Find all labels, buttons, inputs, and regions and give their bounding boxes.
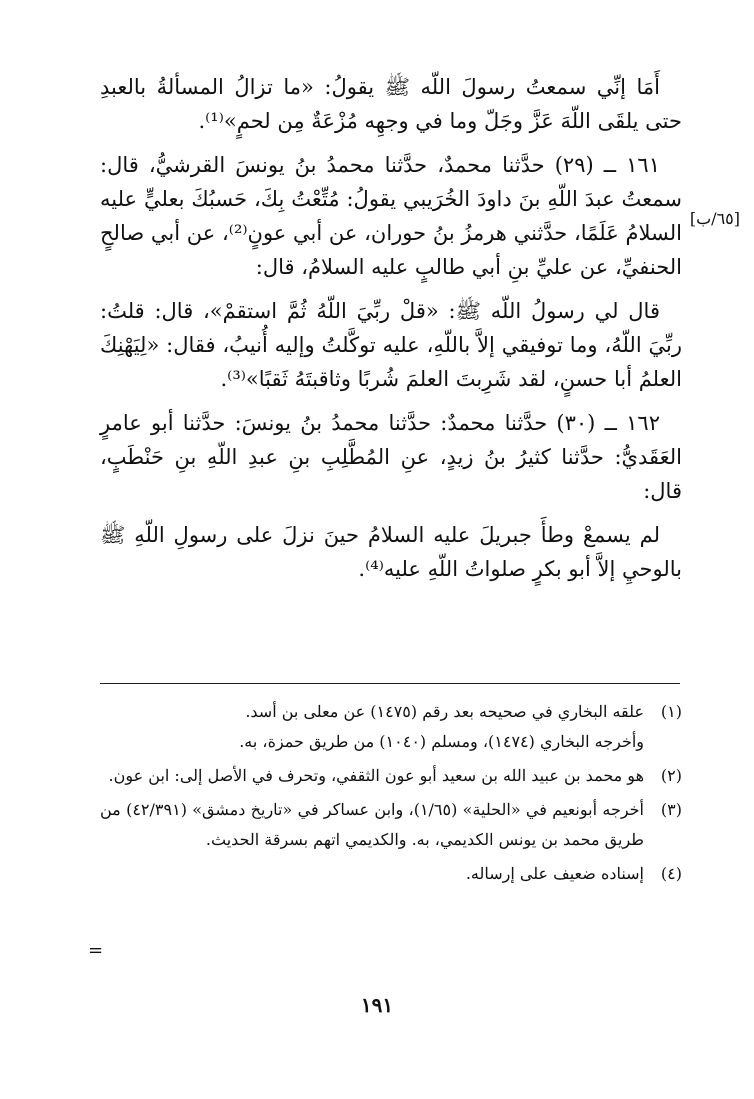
footnote-text: علقه البخاري في صحيحه بعد رقم (١٤٧٥) عن معلى بن أسد.: [245, 702, 644, 721]
footnote-text: أخرجه أبونعيم في «الحلية» (١/٦٥)، وابن عساكر في «تاريخ دمشق» (٤٢/٣٩١) من طريق محمد بن يونس الكديمي، به. والكديمي اتهم بسرقة الحديث.: [100, 800, 645, 849]
paragraph-hadith-161-isnad: ١٦١ ــ (٢٩) حدَّثنا محمدٌ، حدَّثنا محمدُ بنُ يونسَ القرشيُّ، قال: سمعتُ عبدَ اللّهِ بنَ داودَ الخُرَيبي يقولُ: مُتِّعْتُ بِكَ، حَسبُكَ بعليٍّ عليه السلامُ عَلَمًا، حدَّثني هرمزُ بنُ حوران، عن أبي عونٍ⁽²⁾، عن أبي صالحٍ الحنفيِّ، عن عليِّ بنِ أبي طالبٍ عليه السلامُ، قال:: [100, 153, 682, 279]
footnote-3: [100, 795, 682, 855]
manuscript-folio-marker: [٦٥/ب]: [689, 209, 740, 228]
paragraph-hadith-162-isnad: ١٦٢ ــ (٣٠) حدَّثنا محمدٌ: حدَّثنا محمدُ بنُ يونسَ: حدَّثنا أبو عامرٍ العَقَديُّ: حدَّثنا كثيرُ بنُ زيدٍ، عنِ المُطَّلِبِ بنِ عبدِ اللّهِ بنِ حَنْطَبٍ، قال:: [100, 411, 682, 503]
footnote-text: إسناده ضعيف على إرساله.: [465, 864, 644, 883]
main-text: [100, 70, 682, 596]
footnotes: [100, 697, 682, 893]
footnote-number: (١): [660, 702, 682, 721]
page-number: ١٩١: [360, 993, 394, 1017]
footnote-text: هو محمد بن عبيد الله بن سعيد أبو عون الثقفي، وتحرف في الأصل إلى: ابن عون.: [108, 766, 644, 785]
footnote-text: وأخرجه البخاري (١٤٧٤)، ومسلم (١٠٤٠) من طريق حمزة، به.: [239, 732, 644, 751]
footnote-1: [100, 697, 682, 757]
footnote-2: [100, 761, 682, 791]
paragraph-hadith-162-matn: لم يسمعْ وطأَ جبريلَ عليه السلامُ حينَ نزلَ على رسولِ اللّهِ ﷺ بالوحيِ إلاَّ أبو بكرٍ صلواتُ اللّهِ عليه⁽⁴⁾.: [100, 523, 682, 581]
footnote-number: (٣): [660, 800, 682, 819]
paragraph-hadith-161-matn: قال لي رسولُ اللّه ﷺ: «قلْ ربِّيَ اللّهُ ثُمَّ استقمْ»، قال: قلتُ: ربِّيَ اللّهُ، وما توفيقي إلاَّ باللّهِ، عليه توكَّلتُ وإليه أُنيبُ، فقال: «لِيَهْنِكَ العلمُ أبا حسنٍ، لقد شَرِبتَ العلمَ شُربًا وثاقبتَهُ ثَقبًا»⁽³⁾.: [100, 299, 682, 391]
footnote-divider: [100, 683, 680, 684]
continuation-mark: =: [88, 940, 104, 961]
footnote-4: [100, 859, 682, 889]
paragraph-hadith-160-end: أَمَا إنِّي سمعتُ رسولَ اللّه ﷺ يقولُ: «ما تزالُ المسألةُ بالعبدِ حتى يلقَى اللّهَ عَزَّ وجَلّ وما في وجهِه مُزْعَةٌ مِن لحمٍ»⁽¹⁾.: [100, 75, 682, 133]
footnote-number: (٤): [660, 864, 682, 883]
footnote-number: (٢): [660, 766, 682, 785]
